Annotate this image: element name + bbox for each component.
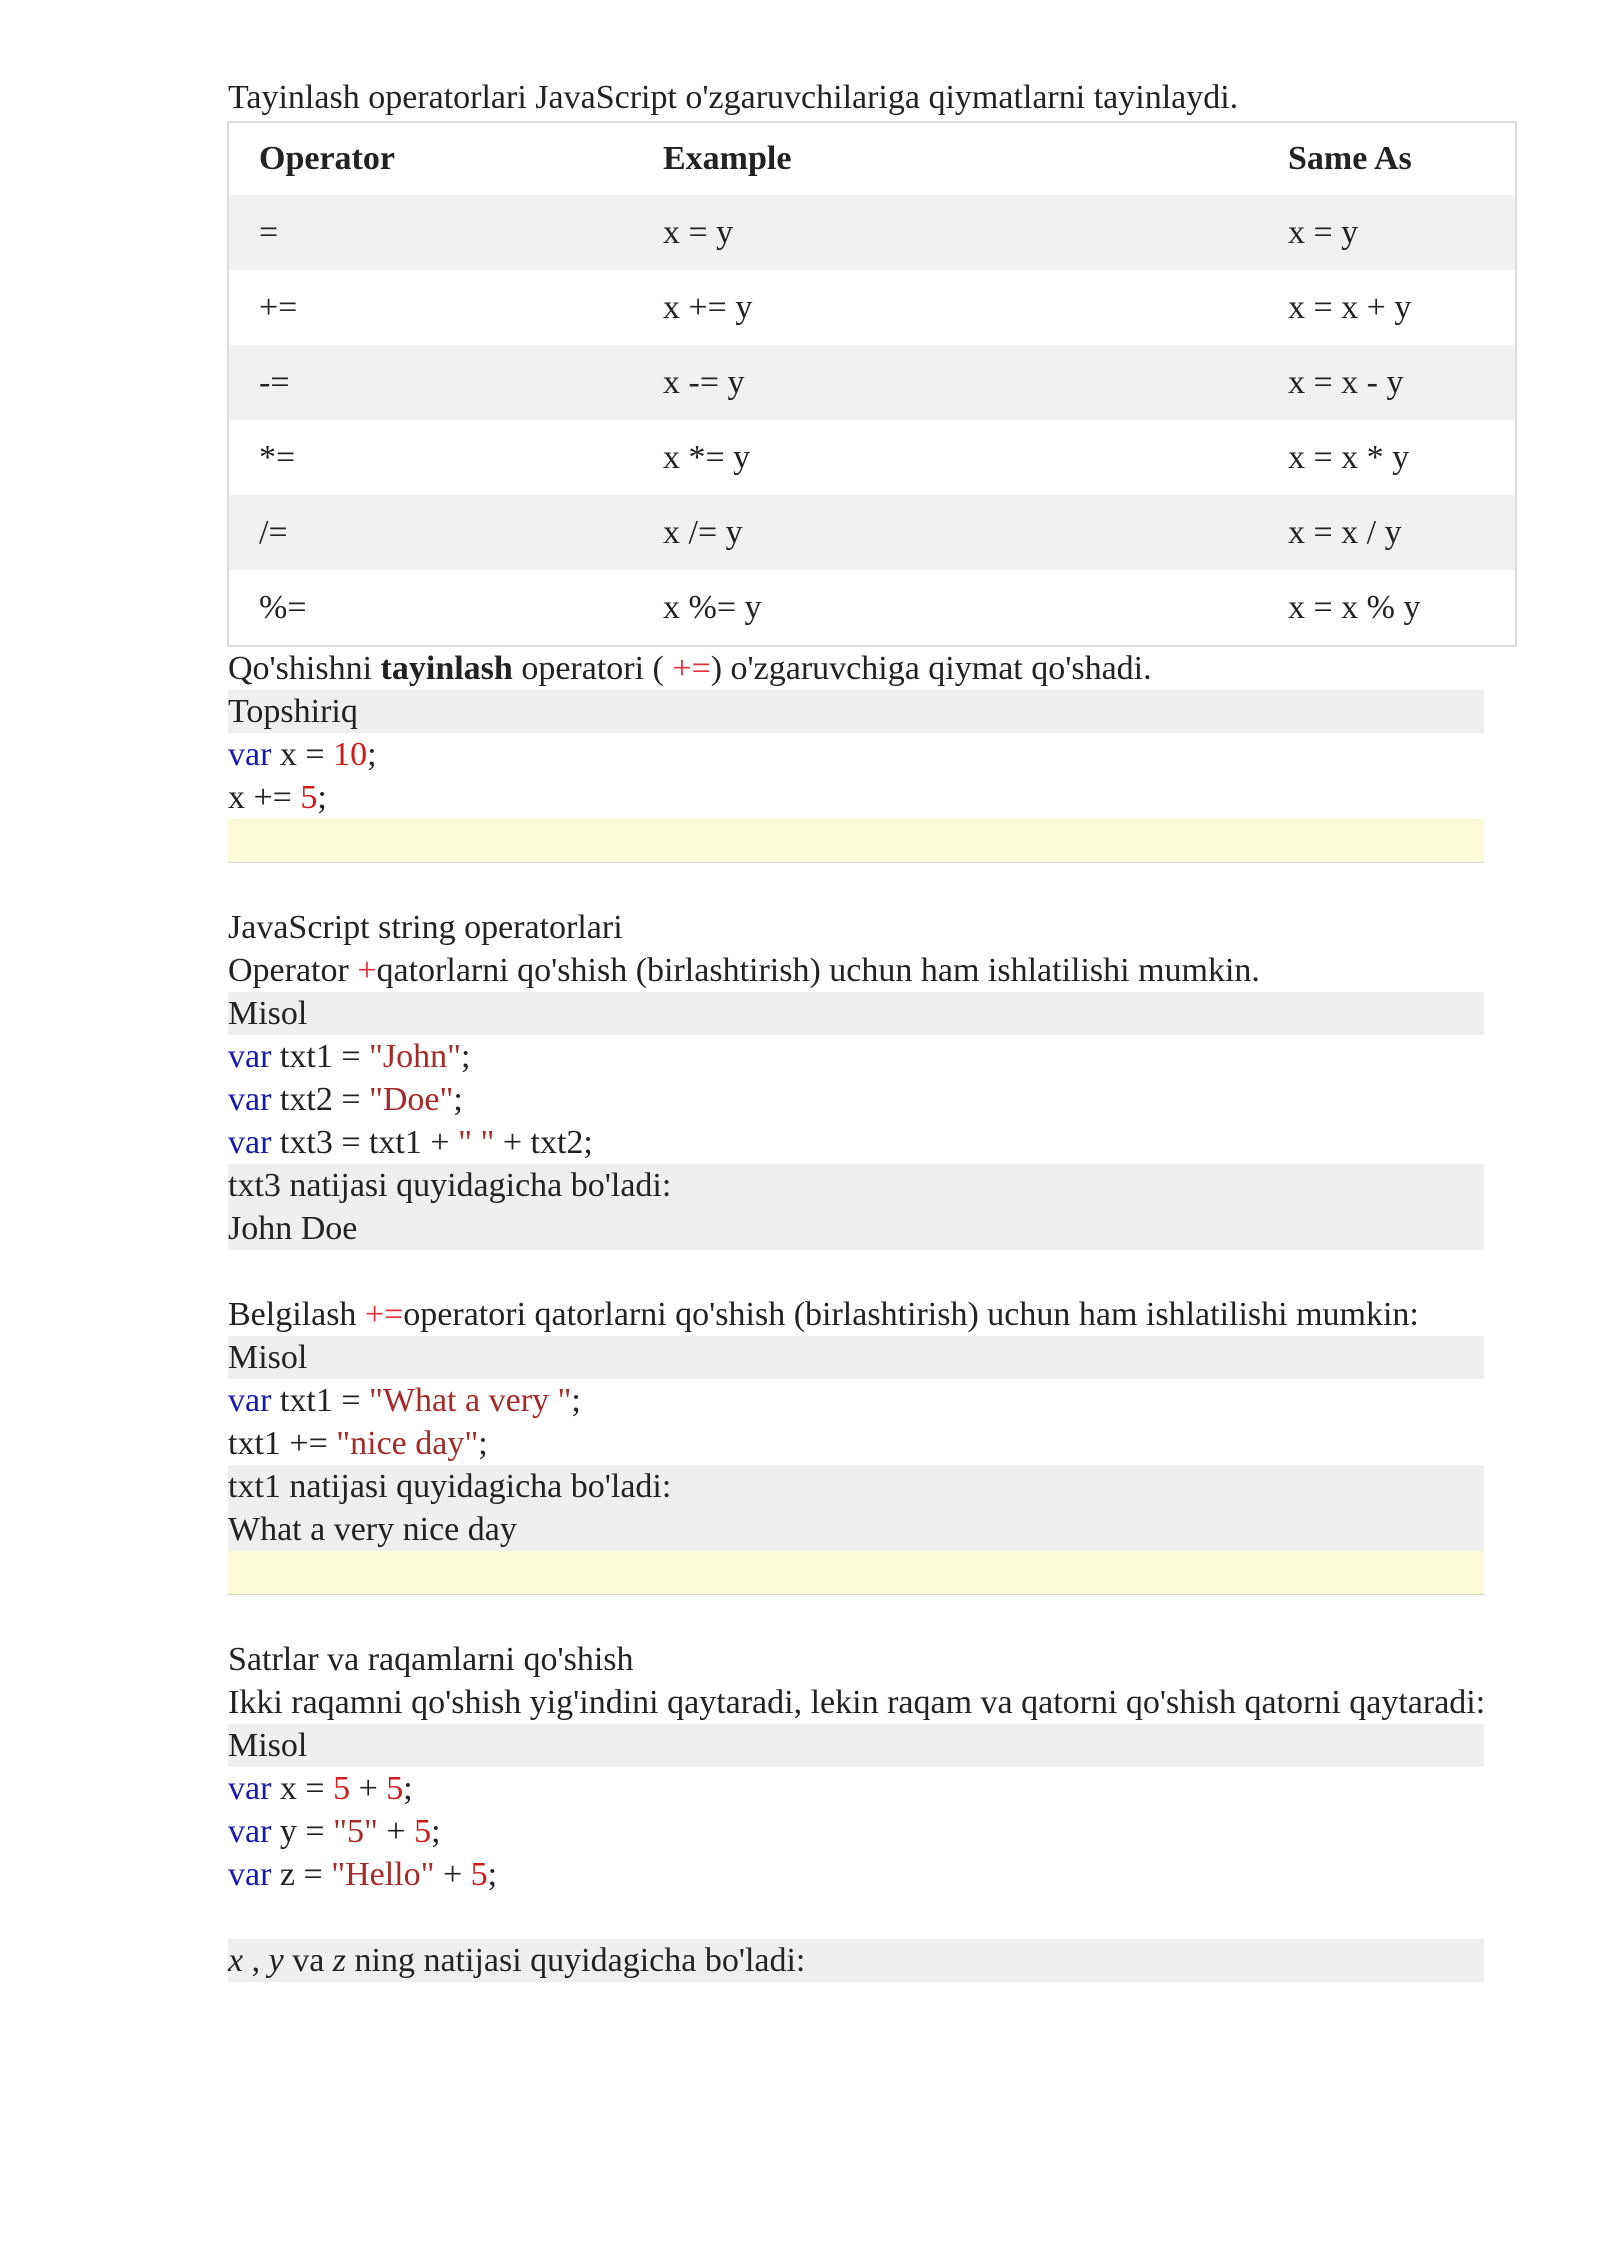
text-span: va bbox=[283, 1942, 333, 1979]
code-string: "Doe" bbox=[369, 1081, 454, 1118]
code-text: ; bbox=[453, 1081, 463, 1118]
code-line bbox=[228, 733, 1488, 776]
var-name: z bbox=[332, 1942, 347, 1979]
code-text: x = bbox=[271, 1770, 334, 1807]
table-header-row bbox=[228, 122, 1516, 195]
table-cell-operator: += bbox=[259, 288, 298, 326]
operator-code: + bbox=[357, 952, 377, 989]
table-row bbox=[228, 345, 1516, 420]
code-keyword: var bbox=[228, 1382, 272, 1419]
assignment-operators-table bbox=[227, 121, 1517, 647]
code-keyword: var bbox=[228, 736, 272, 773]
code-line bbox=[228, 1078, 1488, 1121]
spacer bbox=[228, 1595, 1488, 1638]
text-span: operatori ( bbox=[512, 650, 673, 687]
result-box bbox=[228, 819, 1484, 862]
code-text: ; bbox=[571, 1382, 581, 1419]
table-cell-same-as: x = x / y bbox=[1258, 495, 1516, 570]
table-cell-example: x *= y bbox=[663, 438, 751, 476]
code-line bbox=[228, 1853, 1488, 1896]
code-string: "Hello" bbox=[331, 1856, 435, 1893]
code-line bbox=[228, 1422, 1488, 1465]
code-keyword: var bbox=[228, 1038, 272, 1075]
result-label bbox=[228, 1939, 1484, 1982]
code-keyword: var bbox=[228, 1081, 272, 1118]
code-text: x += bbox=[228, 779, 301, 816]
text-span: operatori qatorlarni qo'shish (birlashtirish) uchun ham ishlatilishi mumkin: bbox=[403, 1296, 1419, 1333]
code-text: ; bbox=[478, 1425, 488, 1462]
text-span: ning natijasi quyidagicha bo'ladi: bbox=[346, 1942, 806, 1979]
text-span: ) o'zgaruvchiga qiymat qo'shadi. bbox=[710, 650, 1152, 687]
code-text: + bbox=[377, 1813, 415, 1850]
table-cell-operator: = bbox=[228, 195, 633, 270]
table-cell-same-as: x = x % y bbox=[1288, 588, 1421, 626]
code-keyword: var bbox=[228, 1856, 272, 1893]
result-box bbox=[228, 1551, 1484, 1594]
code-keyword: var bbox=[228, 1770, 272, 1807]
table-row bbox=[228, 495, 1516, 570]
operator-code: += bbox=[364, 1296, 404, 1333]
code-text: x = bbox=[271, 736, 334, 773]
table-cell-same-as: x = y bbox=[1258, 195, 1516, 270]
code-text: txt1 = bbox=[271, 1382, 369, 1419]
spacer bbox=[228, 863, 1488, 906]
text-span: , bbox=[243, 1942, 269, 1979]
code-keyword: var bbox=[228, 1813, 272, 1850]
example-label: Misol bbox=[228, 1724, 1484, 1767]
code-text: + bbox=[434, 1856, 471, 1893]
code-string: "5" bbox=[333, 1813, 378, 1850]
code-text: ; bbox=[431, 1813, 441, 1850]
example-label: Misol bbox=[228, 992, 1484, 1035]
table-row bbox=[228, 270, 1516, 345]
code-text: + txt2; bbox=[494, 1124, 593, 1161]
result-value: John Doe bbox=[228, 1210, 358, 1247]
code-text: ; bbox=[317, 779, 327, 816]
table-header-operator: Operator bbox=[228, 122, 633, 195]
code-text: txt2 = bbox=[271, 1081, 369, 1118]
table-cell-same-as: x = x + y bbox=[1288, 288, 1412, 326]
code-line bbox=[228, 1121, 1488, 1164]
code-text: ; bbox=[403, 1770, 413, 1807]
code-text: txt1 += bbox=[228, 1425, 337, 1462]
code-text: + bbox=[350, 1770, 387, 1807]
code-number: 5 bbox=[414, 1813, 432, 1850]
table-cell-operator: %= bbox=[259, 588, 307, 626]
code-string: "nice day" bbox=[336, 1425, 479, 1462]
intro-text: Tayinlash operatorlari JavaScript o'zgaruvchilariga qiymatlarni tayinlaydi. bbox=[228, 79, 1239, 116]
code-text: z = bbox=[271, 1856, 332, 1893]
table-header-same-as: Same As bbox=[1258, 122, 1516, 195]
result-value: What a very nice day bbox=[228, 1511, 517, 1548]
code-text: txt1 = bbox=[271, 1038, 369, 1075]
code-number: 5 bbox=[386, 1770, 404, 1807]
code-text: ; bbox=[487, 1856, 498, 1893]
section-title: JavaScript string operatorlari bbox=[228, 909, 623, 946]
spacer bbox=[228, 1896, 1488, 1939]
table-cell-example: x /= y bbox=[633, 495, 1258, 570]
bold-term: tayinlash bbox=[380, 650, 513, 687]
table-cell-example: x += y bbox=[663, 288, 753, 326]
table-cell-operator: /= bbox=[228, 495, 633, 570]
table-cell-example: x -= y bbox=[633, 345, 1258, 420]
code-number: 10 bbox=[333, 736, 368, 773]
operator-code: += bbox=[672, 650, 711, 687]
code-text: y = bbox=[271, 1813, 334, 1850]
text-span: Belgilash bbox=[228, 1296, 365, 1333]
code-number: 5 bbox=[470, 1856, 488, 1893]
section-paragraph bbox=[228, 1293, 1488, 1336]
section-paragraph bbox=[228, 949, 1488, 992]
code-text: txt3 = txt1 + bbox=[271, 1124, 459, 1161]
result-label: txt1 natijasi quyidagicha bo'ladi: bbox=[228, 1468, 672, 1505]
code-line bbox=[228, 1379, 1488, 1422]
text-span: Qo'shishni bbox=[228, 650, 381, 687]
table-cell-operator: -= bbox=[228, 345, 633, 420]
addition-assignment-paragraph bbox=[228, 647, 1488, 690]
table-cell-example: x %= y bbox=[663, 588, 762, 626]
code-text: ; bbox=[461, 1038, 471, 1075]
table-cell-same-as: x = x - y bbox=[1258, 345, 1516, 420]
example-label: Topshiriq bbox=[228, 690, 1484, 733]
document-content bbox=[228, 76, 1488, 1982]
code-keyword: var bbox=[228, 1124, 272, 1161]
code-line bbox=[228, 1035, 1488, 1078]
result-label: txt3 natijasi quyidagicha bo'ladi: bbox=[228, 1167, 672, 1204]
code-string: " " bbox=[458, 1124, 495, 1161]
text-span: qatorlarni qo'shish (birlashtirish) uchun ham ishlatilishi mumkin. bbox=[376, 952, 1260, 989]
table-header-example: Example bbox=[633, 122, 1258, 195]
result-box bbox=[228, 1164, 1484, 1250]
table-cell-same-as: x = x * y bbox=[1288, 438, 1410, 476]
table-row bbox=[228, 420, 1516, 495]
code-line bbox=[228, 1810, 1488, 1853]
code-string: "John" bbox=[369, 1038, 461, 1075]
section-title: Satrlar va raqamlarni qo'shish bbox=[228, 1641, 634, 1678]
code-text: ; bbox=[367, 736, 377, 773]
table-cell-operator: *= bbox=[259, 438, 296, 476]
text-span: Operator bbox=[228, 952, 358, 989]
code-line bbox=[228, 1767, 1488, 1810]
table-row bbox=[228, 195, 1516, 270]
result-box bbox=[228, 1465, 1484, 1551]
code-number: 5 bbox=[333, 1770, 351, 1807]
var-name: x bbox=[228, 1942, 244, 1979]
var-name: y bbox=[268, 1942, 284, 1979]
code-string: "What a very " bbox=[369, 1382, 572, 1419]
section-paragraph: Ikki raqamni qo'shish yig'indini qaytaradi, lekin raqam va qatorni qo'shish qatorni qaytaradi: bbox=[228, 1684, 1486, 1721]
table-row bbox=[228, 570, 1516, 646]
code-number: 5 bbox=[300, 779, 318, 816]
code-line bbox=[228, 776, 1488, 819]
spacer bbox=[228, 1250, 1488, 1293]
table-cell-example: x = y bbox=[633, 195, 1258, 270]
example-label: Misol bbox=[228, 1336, 1484, 1379]
